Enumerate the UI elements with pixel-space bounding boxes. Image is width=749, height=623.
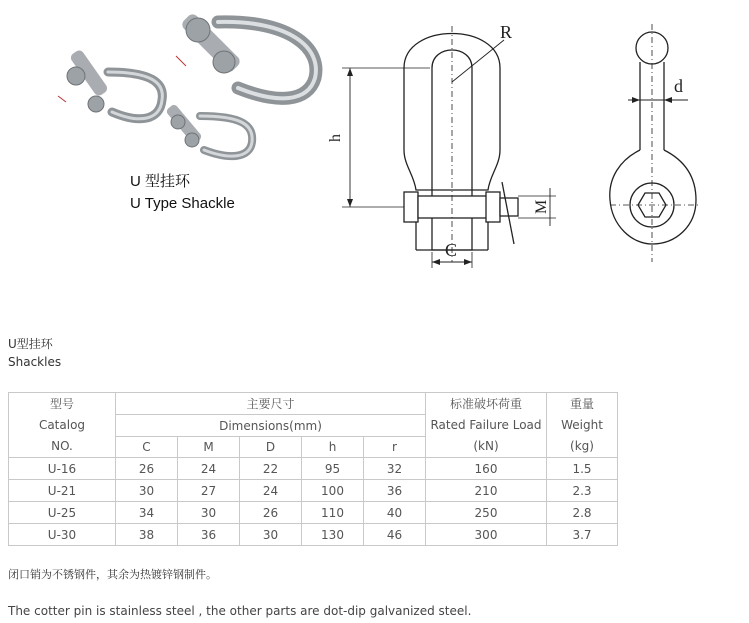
note-en: The cotter pin is stainless steel , the other parts are dot-dip galvanized steel. xyxy=(8,604,472,618)
table-cell: 34 xyxy=(116,502,178,524)
header-load-cn: 标准破坏荷重 xyxy=(449,396,522,411)
table-cell: U-25 xyxy=(9,502,116,524)
table-cell: 36 xyxy=(364,480,426,502)
table-cell: 27 xyxy=(178,480,240,502)
table-cell: 30 xyxy=(116,480,178,502)
header-catalog xyxy=(9,393,116,458)
table-cell: 22 xyxy=(240,458,302,480)
dim-label-R: R xyxy=(500,22,513,42)
table-cell: U-30 xyxy=(9,524,116,546)
header-weight xyxy=(547,393,618,458)
header-weight-en: Weight xyxy=(561,417,603,432)
subheader-d: D xyxy=(240,437,302,458)
spec-table xyxy=(8,392,618,546)
subheader-h: h xyxy=(302,437,364,458)
side-view-drawing xyxy=(610,24,698,262)
dim-label-C: C xyxy=(445,240,458,260)
table-cell: 100 xyxy=(302,480,364,502)
header-catalog-cn: 型号 xyxy=(49,396,74,411)
header-catalog-no: NO. xyxy=(51,438,73,453)
table-cell: 130 xyxy=(302,524,364,546)
table-cell: 24 xyxy=(178,458,240,480)
table-row xyxy=(9,524,618,546)
dim-label-d: d xyxy=(674,76,683,96)
figure-caption-cn: U 型挂环 xyxy=(130,173,191,190)
table-row xyxy=(9,502,618,524)
table-cell: 38 xyxy=(116,524,178,546)
table-cell: 24 xyxy=(240,480,302,502)
section-subtitle: Shackles xyxy=(8,355,62,369)
table-row xyxy=(9,480,618,502)
table-cell: 95 xyxy=(302,458,364,480)
table-cell: 210 xyxy=(426,480,547,502)
dim-label-h: h xyxy=(327,134,344,142)
header-dimensions-cn: 主要尺寸 xyxy=(116,393,426,415)
table-cell: 1.5 xyxy=(547,458,618,480)
table-cell: 30 xyxy=(240,524,302,546)
dim-label-M: M xyxy=(533,199,550,214)
shackle-photo-left xyxy=(58,49,162,119)
subheader-c: C xyxy=(116,437,178,458)
shackle-figure xyxy=(0,0,749,300)
table-cell: 30 xyxy=(178,502,240,524)
table-cell: 2.3 xyxy=(547,480,618,502)
shackle-photo-small xyxy=(165,103,252,156)
subheader-m: M xyxy=(178,437,240,458)
table-cell: U-21 xyxy=(9,480,116,502)
header-load-unit: (kN) xyxy=(473,438,499,453)
figure-caption-en: U Type Shackle xyxy=(130,195,235,212)
header-dimensions-en: Dimensions(mm) xyxy=(116,415,426,437)
table-cell: 36 xyxy=(178,524,240,546)
table-cell: 160 xyxy=(426,458,547,480)
front-view-drawing xyxy=(342,26,556,268)
table-cell: 46 xyxy=(364,524,426,546)
table-cell: 26 xyxy=(240,502,302,524)
table-cell: 32 xyxy=(364,458,426,480)
table-cell: 300 xyxy=(426,524,547,546)
table-cell: 26 xyxy=(116,458,178,480)
table-cell: 110 xyxy=(302,502,364,524)
table-cell: 3.7 xyxy=(547,524,618,546)
shackle-photo-large xyxy=(176,12,316,98)
table-cell: 250 xyxy=(426,502,547,524)
subheader-r: r xyxy=(364,437,426,458)
header-weight-unit: (kg) xyxy=(570,438,594,453)
note-cn: 闭口销为不锈钢件，其余为热镀锌钢制件。 xyxy=(8,568,217,581)
table-row xyxy=(9,458,618,480)
section-title: U型挂环 xyxy=(8,337,53,351)
header-catalog-en: Catalog xyxy=(38,417,86,432)
table-cell: 40 xyxy=(364,502,426,524)
header-weight-cn: 重量 xyxy=(569,396,594,411)
header-load-en: Rated Failure Load xyxy=(430,417,542,432)
table-cell: U-16 xyxy=(9,458,116,480)
table-cell: 2.8 xyxy=(547,502,618,524)
header-load xyxy=(426,393,547,458)
